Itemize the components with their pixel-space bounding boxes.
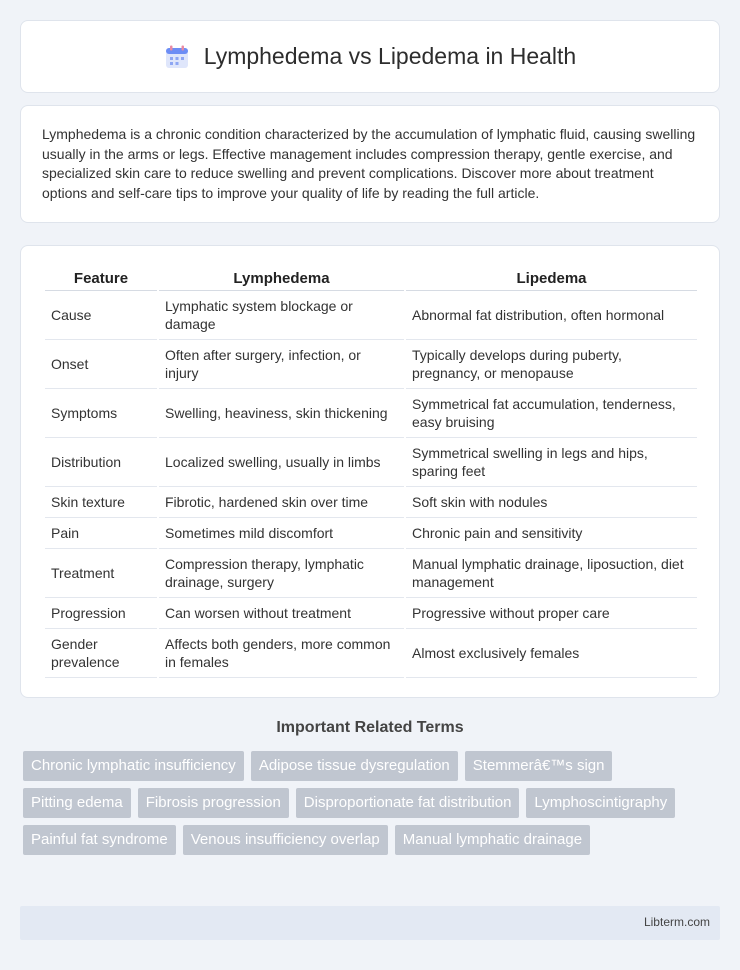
table-row: [45, 291, 697, 340]
related-term-tag[interactable]: Adipose tissue dysregulation: [251, 751, 458, 781]
table-cell-lymphedema: Often after surgery, infection, or injury: [159, 340, 404, 389]
table-cell-lipedema: Chronic pain and sensitivity: [406, 518, 697, 549]
header: [164, 43, 576, 70]
table-cell-feature: Treatment: [45, 549, 157, 598]
table-header-row: [45, 266, 697, 291]
table-cell-lymphedema: Fibrotic, hardened skin over time: [159, 487, 404, 518]
column-header-lipedema: Lipedema: [406, 266, 697, 291]
table-cell-lymphedema: Swelling, heaviness, skin thickening: [159, 389, 404, 438]
intro-card: [20, 105, 720, 223]
calendar-icon: [164, 44, 190, 70]
table-cell-lymphedema: Can worsen without treatment: [159, 598, 404, 629]
table-row: [45, 518, 697, 549]
table-cell-lymphedema: Localized swelling, usually in limbs: [159, 438, 404, 487]
table-cell-feature: Gender prevalence: [45, 629, 157, 678]
table-cell-feature: Symptoms: [45, 389, 157, 438]
column-header-feature: Feature: [45, 266, 157, 291]
related-term-tag[interactable]: Chronic lymphatic insufficiency: [23, 751, 244, 781]
table-row: [45, 598, 697, 629]
table-cell-lymphedema: Compression therapy, lymphatic drainage, surgery: [159, 549, 404, 598]
table-row: [45, 389, 697, 438]
table-row: [45, 487, 697, 518]
table-row: [45, 340, 697, 389]
related-term-tag[interactable]: Manual lymphatic drainage: [395, 825, 590, 855]
related-term-tag[interactable]: Venous insufficiency overlap: [183, 825, 388, 855]
table-cell-feature: Onset: [45, 340, 157, 389]
table-cell-lipedema: Symmetrical swelling in legs and hips, sparing feet: [406, 438, 697, 487]
table-cell-feature: Cause: [45, 291, 157, 340]
table-cell-lymphedema: Affects both genders, more common in females: [159, 629, 404, 678]
table-cell-feature: Skin texture: [45, 487, 157, 518]
table-cell-lipedema: Symmetrical fat accumulation, tenderness, easy bruising: [406, 389, 697, 438]
table-cell-lipedema: Typically develops during puberty, pregnancy, or menopause: [406, 340, 697, 389]
table-cell-lipedema: Almost exclusively females: [406, 629, 697, 678]
related-term-tag[interactable]: Fibrosis progression: [138, 788, 289, 818]
related-terms-list: [23, 751, 703, 855]
page-title: Lymphedema vs Lipedema in Health: [203, 43, 577, 69]
table-cell-lipedema: Soft skin with nodules: [406, 487, 697, 518]
related-term-tag[interactable]: Stemmerâ€™s sign: [465, 751, 613, 781]
table-cell-lymphedema: Lymphatic system blockage or damage: [159, 291, 404, 340]
related-terms-title: Important Related Terms: [276, 719, 464, 736]
related-term-tag[interactable]: Pitting edema: [23, 788, 131, 818]
table-row: [45, 629, 697, 678]
table-cell-lipedema: Abnormal fat distribution, often hormonal: [406, 291, 697, 340]
intro-text: Lymphedema is a chronic condition characterized by the accumulation of lymphatic fluid, causing swelling usually in the arms or legs. Effective management includes compression therapy, gentle exercise, and specialized skin care to reduce swelling and prevent complications. Discover more about treatment options and self-care tips to improve your quality of life by reading the full article.: [42, 126, 696, 201]
footer-brand-link[interactable]: Libterm.com: [643, 915, 710, 929]
related-term-tag[interactable]: Lymphoscintigraphy: [526, 788, 675, 818]
table-cell-feature: Distribution: [45, 438, 157, 487]
related-term-tag[interactable]: Painful fat syndrome: [23, 825, 176, 855]
table-row: [45, 549, 697, 598]
table-cell-feature: Pain: [45, 518, 157, 549]
table-cell-lipedema: Manual lymphatic drainage, liposuction, diet management: [406, 549, 697, 598]
footer: [20, 906, 720, 940]
column-header-lymphedema: Lymphedema: [159, 266, 404, 291]
comparison-table-card: [20, 245, 720, 698]
table-row: [45, 438, 697, 487]
comparison-table: [43, 266, 699, 678]
table-cell-feature: Progression: [45, 598, 157, 629]
table-cell-lymphedema: Sometimes mild discomfort: [159, 518, 404, 549]
table-cell-lipedema: Progressive without proper care: [406, 598, 697, 629]
header-card: [20, 20, 720, 93]
related-term-tag[interactable]: Disproportionate fat distribution: [296, 788, 520, 818]
